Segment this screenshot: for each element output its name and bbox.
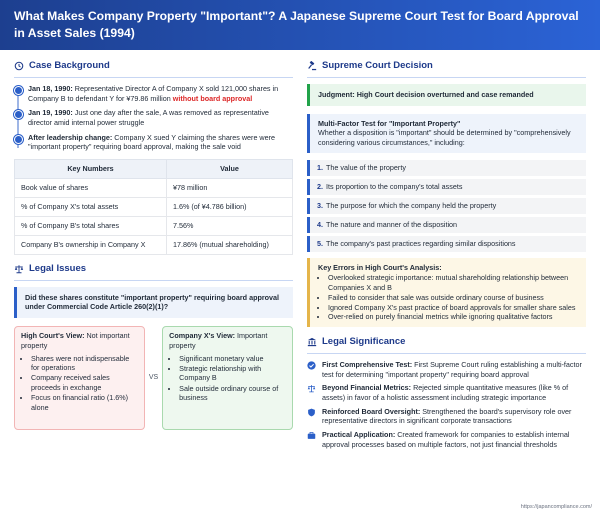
section-case-background — [14, 60, 293, 78]
list-item: • Failed to consider that sale was outside ordinary course of business — [328, 293, 578, 303]
timeline — [14, 84, 293, 152]
list-item: • Company received sales proceeds in exchange — [31, 373, 138, 392]
factor-text: The nature and manner of the disposition — [326, 219, 458, 229]
significance-item — [307, 360, 586, 379]
significance-label: Beyond Financial Metrics: — [322, 383, 412, 393]
landmark-icon — [307, 337, 317, 347]
significance-body: Strengthened the board's supervisory role over representative directors in significant corporate transactions — [322, 406, 572, 426]
significance-label: Practical Application: — [322, 430, 396, 440]
left-column — [14, 60, 293, 454]
timeline-text: Company X sued Y claiming the shares were were "important property" requiring board approval, making the sale void — [28, 132, 276, 152]
column-header: Key Numbers — [15, 160, 167, 179]
list-item: • Sale outside ordinary course of business — [179, 384, 286, 403]
factor-text: Its proportion to the company's total assets — [326, 181, 463, 191]
page-header — [0, 0, 600, 50]
shield-icon — [307, 408, 316, 417]
list-item: • Strategic relationship with Company B — [179, 364, 286, 383]
view-title — [169, 331, 286, 350]
factor-number: 5. — [317, 238, 323, 248]
gavel-icon — [307, 61, 317, 71]
factor-item — [307, 198, 586, 214]
factor-number: 2. — [317, 181, 323, 191]
table-cell: 1.6% (of ¥4.786 billion) — [167, 197, 293, 216]
timeline-item — [28, 84, 293, 103]
list-item: • Over-relied on purely financial metrics while ignoring qualitative factors — [328, 312, 578, 322]
check-circle-icon — [307, 361, 316, 370]
section-title: Supreme Court Decision — [322, 60, 433, 71]
factor-item — [307, 236, 586, 252]
timeline-date: Jan 19, 1990: — [28, 108, 73, 118]
page-title: What Makes Company Property "Important"? A Japanese Supreme Court Test for Board Approval in Asset Sales (1994) — [14, 9, 579, 41]
timeline-text: Just one day after the sale, A was removed as representative director amid internal power struggle — [28, 108, 269, 127]
significance-label: Reinforced Board Oversight: — [322, 406, 421, 416]
significance-list — [307, 360, 586, 450]
view-points — [169, 354, 286, 404]
table-cell: 7.56% — [167, 216, 293, 235]
judgment-box: Judgment: High Court decision overturned and case remanded — [307, 84, 586, 106]
versus-label: VS — [148, 374, 159, 382]
table-row — [15, 235, 293, 254]
significance-item — [307, 383, 586, 402]
factor-text: The value of the property — [326, 162, 406, 172]
section-legal-issues — [14, 263, 293, 281]
significance-body: First Supreme Court ruling establishing a multi-factor test for determining "important property" requiring board approval — [322, 359, 582, 379]
significance-item — [307, 407, 586, 426]
significance-text — [322, 430, 586, 449]
significance-body: Rejected simple quantitative measures (like % of assets) in favor of a holistic assessment including strategic importance — [322, 383, 569, 402]
section-title: Case Background — [29, 60, 110, 71]
significance-body: Created framework for companies to establish internal approval processes based on multiple factors, not just financial thresholds — [322, 430, 570, 449]
view-summary: Important property — [169, 331, 268, 350]
significance-text — [322, 360, 586, 379]
key-errors-box — [307, 258, 586, 327]
high-court-view — [14, 326, 145, 430]
factor-number: 4. — [317, 219, 323, 229]
timeline-date: After leadership change: — [28, 132, 113, 142]
briefcase-icon — [307, 431, 316, 440]
list-item: • Shares were not indispensable for operations — [31, 354, 138, 373]
table-row — [15, 178, 293, 197]
factor-text: The company's past practices regarding similar dispositions — [326, 238, 516, 248]
timeline-text: Representative Director A of Company X sold 121,000 shares in Company B to defendant Y for ¥79.86 million — [28, 83, 279, 103]
timeline-item — [28, 133, 293, 152]
scales-icon — [307, 384, 316, 393]
table-cell: % of Company X's total assets — [15, 197, 167, 216]
errors-title: Key Errors in High Court's Analysis: — [318, 262, 442, 272]
view-label: Company X's View: — [169, 331, 236, 341]
significance-label: First Comprehensive Test: — [322, 359, 413, 369]
table-cell: Company B's ownership in Company X — [15, 235, 167, 254]
significance-item — [307, 430, 586, 449]
company-x-view — [162, 326, 293, 430]
section-supreme-court-decision — [307, 60, 586, 78]
views-comparison — [14, 326, 293, 430]
table-cell: ¥78 million — [167, 178, 293, 197]
factor-number: 3. — [317, 200, 323, 210]
timeline-item — [28, 108, 293, 127]
list-item: • Significant monetary value — [179, 354, 286, 364]
content-columns — [0, 50, 600, 454]
view-points — [21, 354, 138, 413]
list-item: • Focus on financial ratio (1.6%) alone — [31, 393, 138, 412]
significance-text — [322, 383, 586, 402]
history-icon — [14, 61, 24, 71]
table-cell: % of Company B's total shares — [15, 216, 167, 235]
factor-item — [307, 217, 586, 233]
list-item: • Ignored Company X's past practice of board approvals for smaller share sales — [328, 303, 578, 313]
section-title: Legal Issues — [29, 262, 87, 274]
right-column — [307, 60, 586, 454]
factor-list — [307, 160, 586, 252]
section-legal-significance — [307, 336, 586, 354]
legal-question: Did these shares constitute "important property" requiring board approval under Commercial Code Article 260(2)(1)? — [14, 287, 293, 318]
column-header: Value — [167, 160, 293, 179]
timeline-highlight: without board approval — [172, 93, 253, 103]
timeline-date: Jan 18, 1990: — [28, 83, 73, 93]
table-cell: 17.86% (mutual shareholding) — [167, 235, 293, 254]
factor-text: The purpose for which the company held the property — [326, 200, 497, 210]
scales-icon — [14, 264, 24, 274]
significance-text — [322, 407, 586, 426]
key-numbers-table — [14, 159, 293, 255]
multi-factor-test — [307, 114, 586, 153]
view-summary: Not important property — [21, 331, 130, 350]
section-title: Legal Significance — [322, 336, 406, 347]
table-header-row — [15, 160, 293, 179]
factor-item — [307, 179, 586, 195]
factor-number: 1. — [317, 162, 323, 172]
view-title — [21, 331, 138, 350]
errors-list — [318, 273, 578, 322]
test-title: Multi-Factor Test for "Important Property" — [318, 118, 461, 128]
table-row — [15, 197, 293, 216]
table-row — [15, 216, 293, 235]
source-url: https://japancompliance.com/ — [520, 503, 592, 510]
table-cell: Book value of shares — [15, 178, 167, 197]
list-item: • Overlooked strategic importance: mutual shareholding relationship between Companies X and B — [328, 273, 578, 292]
factor-item — [307, 160, 586, 176]
view-label: High Court's View: — [21, 331, 85, 341]
test-text: Whether a disposition is "important" should be determined by "comprehensively considering various circumstances," including: — [318, 128, 571, 147]
